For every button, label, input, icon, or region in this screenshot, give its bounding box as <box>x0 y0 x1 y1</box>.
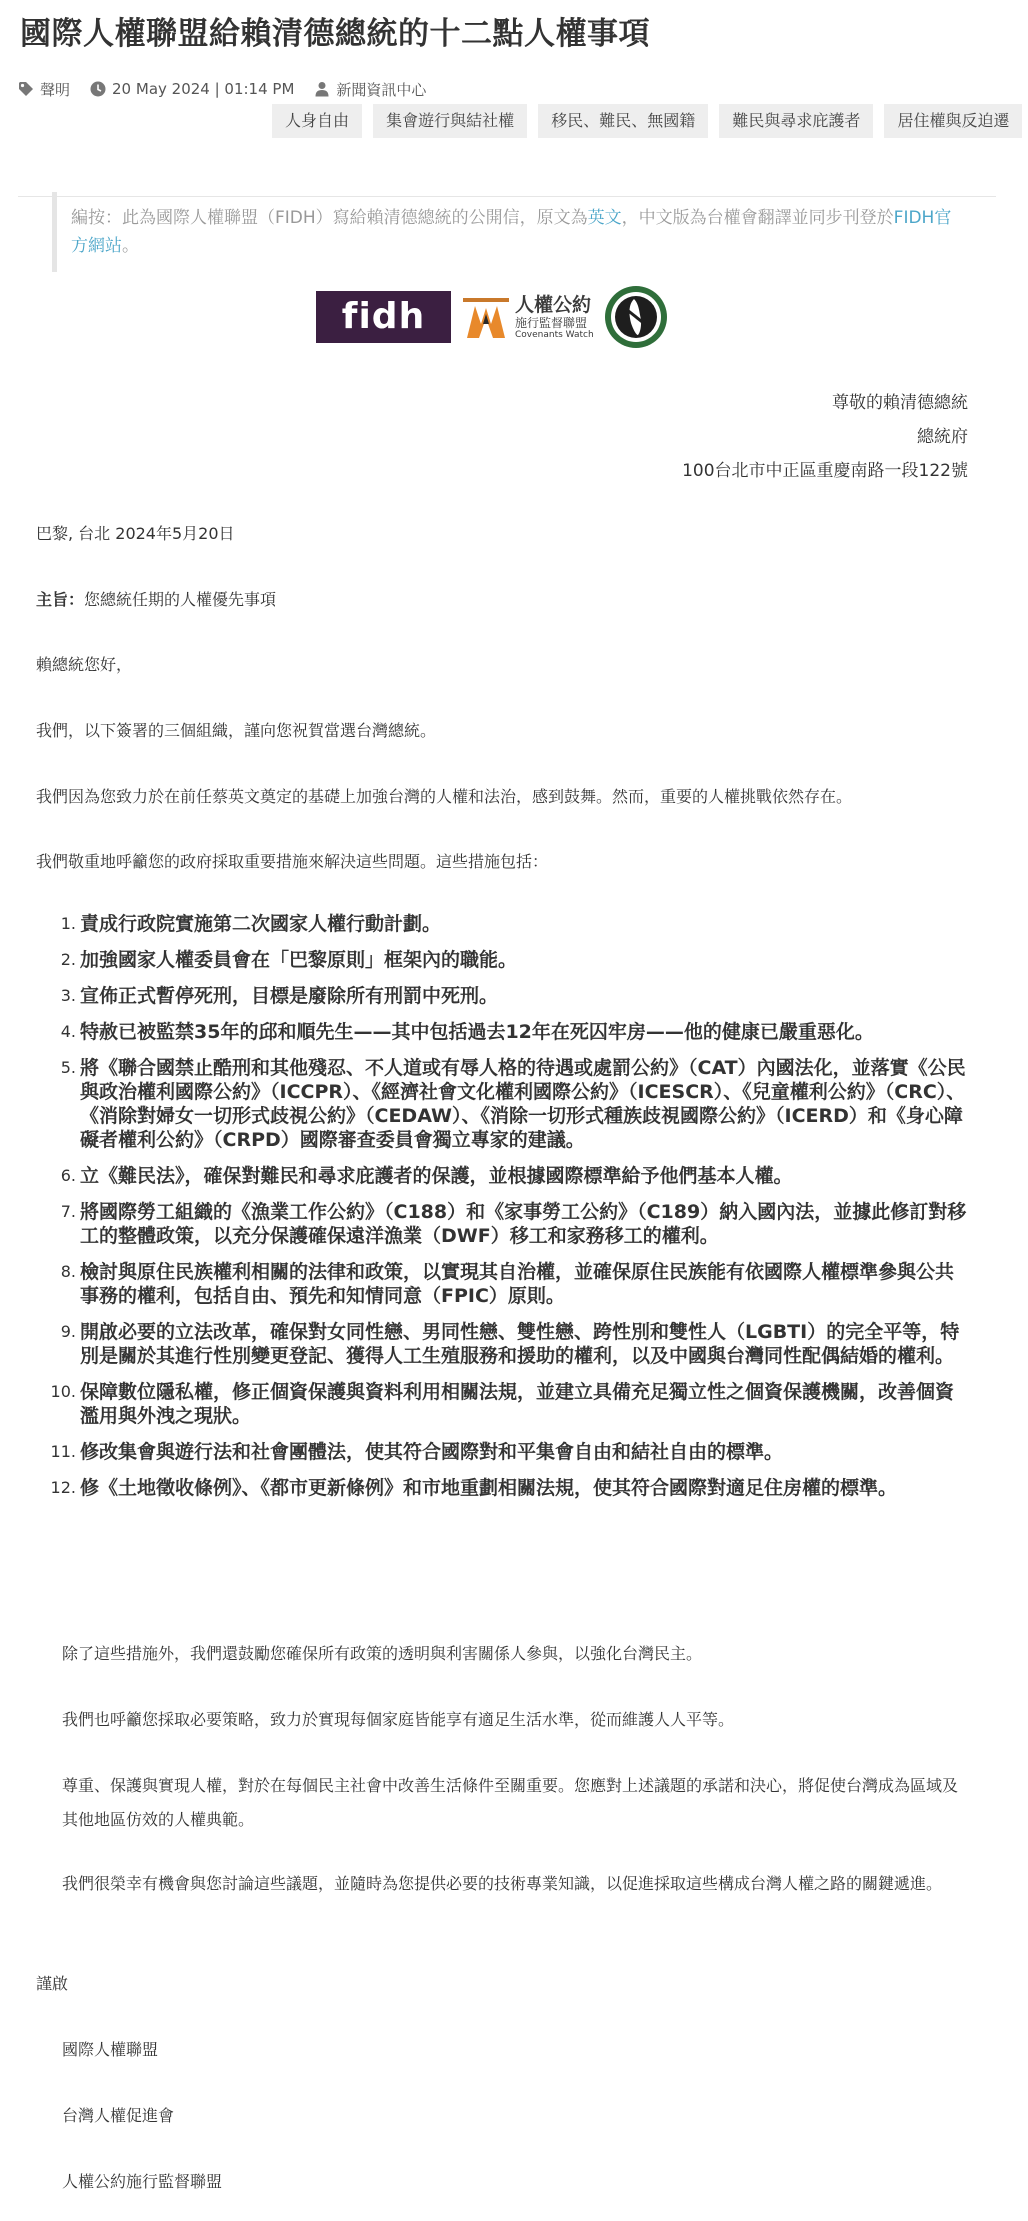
signatory: 台灣人權促進會 <box>62 2106 175 2125</box>
paragraph-4: 除了這些措施外，我們還鼓勵您確保所有政策的透明與利害關係人參與，以強化台灣民主。 <box>62 1644 703 1663</box>
point-item: 6. 立《難民法》，確保對難民和尋求庇護者的保護，並根據國際標準給予他們基本人權。 <box>60 1165 793 1187</box>
point-item: 7. 將國際勞工組織的《漁業工作公約》（C188）和《家事勞工公約》（C189）納入國內法，並據此修訂對移工的整體政策，以充分保護確保遠洋漁業（DWF）移工和家務移工的權利。 <box>60 1201 967 1247</box>
note-text-3: 。 <box>122 236 139 256</box>
covenants-watch-mark-icon <box>461 294 511 340</box>
paragraph-6: 尊重、保護與實現人權，對於在每個民主社會中改善生活條件至關重要。您應對上述議題的承諾和決心，將促使台灣成為區域及其他地區仿效的人權典範。 <box>62 1776 959 1829</box>
addressee-office: 總統府 <box>917 427 968 447</box>
addressee-address: 100台北市中正區重慶南路一段122號 <box>682 461 968 481</box>
fidh-logo: fidh <box>316 291 451 343</box>
tag-list <box>272 104 1010 138</box>
greeting: 賴總統您好， <box>36 655 133 674</box>
paragraph-5: 我們也呼籲您採取必要策略，致力於實現每個家庭皆能享有適足生活水準，從而維護人人平等。 <box>62 1710 735 1729</box>
subject-label: 主旨： <box>36 590 85 609</box>
point-item: 2. 加強國家人權委員會在「巴黎原則」框架內的職能。 <box>60 949 518 971</box>
covenants-watch-logo <box>461 294 594 341</box>
tag-item[interactable]: 人身自由 <box>272 104 362 138</box>
tahr-seal-logo <box>604 285 668 349</box>
covenants-watch-english: Covenants Watch <box>515 329 594 340</box>
addressee-name: 尊敬的賴清德總統 <box>832 393 968 413</box>
tag-item[interactable]: 難民與尋求庇護者 <box>719 104 873 138</box>
tag-item[interactable]: 居住權與反迫遷 <box>884 104 1022 138</box>
paragraph-3: 我們敬重地呼籲您的政府採取重要措施來解決這些問題。這些措施包括： <box>36 852 549 871</box>
category-link[interactable] <box>18 79 70 100</box>
subject-line <box>36 587 966 613</box>
fidh-site-link[interactable]: FIDH官方網站 <box>71 208 952 256</box>
signatory: 國際人權聯盟 <box>62 2040 159 2059</box>
point-item: 10. 保障數位隱私權，修正個資保護與資料利用相關法規，並建立具備充足獨立性之個資保護機關，改善個資濫用與外洩之現狀。 <box>50 1381 955 1427</box>
paragraph-1: 我們，以下簽署的三個組織，謹向您祝賀當選台灣總統。 <box>36 721 437 740</box>
english-original-link[interactable]: 英文 <box>587 208 622 228</box>
tag-item[interactable]: 移民、難民、無國籍 <box>538 104 708 138</box>
point-item: 11. 修改集會與遊行法和社會團體法，使其符合國際對和平集會自由和結社自由的標準。 <box>50 1441 784 1463</box>
point-item: 9. 開啟必要的立法改革，確保對女同性戀、男同性戀、雙性戀、跨性別和雙性人（LGBTI）的完全平等，特別是關於其進行性別變更登記、獲得人工生殖服務和援助的權利，以及中國與台灣同性配偶結婚的權利。 <box>60 1321 960 1367</box>
user-icon <box>314 81 330 97</box>
tag-item[interactable]: 集會遊行與結社權 <box>373 104 527 138</box>
point-item: 1. 責成行政院實施第二次國家人權行動計劃。 <box>60 913 442 935</box>
article-meta <box>18 78 446 100</box>
author-name: 新聞資訊中心 <box>336 80 427 99</box>
page-title: 國際人權聯盟給賴清德總統的十二點人權事項 <box>20 16 650 52</box>
category-label: 聲明 <box>40 80 71 99</box>
human-rights-points <box>50 912 968 1512</box>
covenants-watch-subtitle: 施行監督聯盟 <box>515 315 588 330</box>
closing: 謹啟 <box>36 1974 69 1993</box>
note-text: 編按：此為國際人權聯盟（FIDH）寫給賴清德總統的公開信，原文為 <box>71 208 588 228</box>
date-text: 20 May 2024 | 01:14 PM <box>112 80 295 98</box>
point-item: 4. 特赦已被監禁35年的邱和順先生——其中包括過去12年在死囚牢房——他的健康已嚴重惡化。 <box>60 1021 874 1043</box>
note-text-2: ，中文版為台權會翻譯並同步刊登於 <box>621 208 894 228</box>
post-date <box>90 80 294 98</box>
author-link[interactable] <box>314 79 426 100</box>
covenants-watch-title: 人權公約 <box>515 293 592 316</box>
point-item: 5. 將《聯合國禁止酷刑和其他殘忍、不人道或有辱人格的待遇或處罰公約》（CAT）內國法化，並落實《公民與政治權利國際公約》（ICCPR）、《經濟社會文化權利國際公約》（ICESCR）、《兒童權利公約》（CRC）、《消除對婦女一切形式歧視公約》（CEDAW）、《消除一切形式種族歧視國際公約》（ICERD）和《身心障礙者權利公約》（CRPD）國際審查委員會獨立專家的建議。 <box>60 1057 966 1151</box>
paragraph-2: 我們因為您致力於在前任蔡英文奠定的基礎上加強台灣的人權和法治，感到鼓舞。然而，重要的人權挑戰依然存在。 <box>36 787 853 806</box>
point-item: 12. 修《土地徵收條例》、《都市更新條例》和市地重劃相關法規，使其符合國際對適足住房權的標準。 <box>50 1477 898 1499</box>
editor-note <box>52 192 952 272</box>
clock-icon <box>90 81 106 97</box>
subject-text: 您總統任期的人權優先事項 <box>84 590 277 609</box>
point-item: 8. 檢討與原住民族權利相關的法律和政策，以實現其自治權，並確保原住民族能有依國際人權標準參與公共事務的權利，包括自由、預先和知情同意（FPIC）原則。 <box>60 1261 955 1307</box>
signatory: 人權公約施行監督聯盟 <box>62 2172 223 2191</box>
place-date: 巴黎, 台北 2024年5月20日 <box>36 524 235 543</box>
partner-logos <box>316 286 668 348</box>
tag-icon <box>18 81 34 97</box>
paragraph-7: 我們很榮幸有機會與您討論這些議題，並隨時為您提供必要的技術專業知識，以促進採取這些構成台灣人權之路的關鍵遞進。 <box>62 1874 943 1893</box>
point-item: 3. 宣佈正式暫停死刑，目標是廢除所有刑罰中死刑。 <box>60 985 499 1007</box>
